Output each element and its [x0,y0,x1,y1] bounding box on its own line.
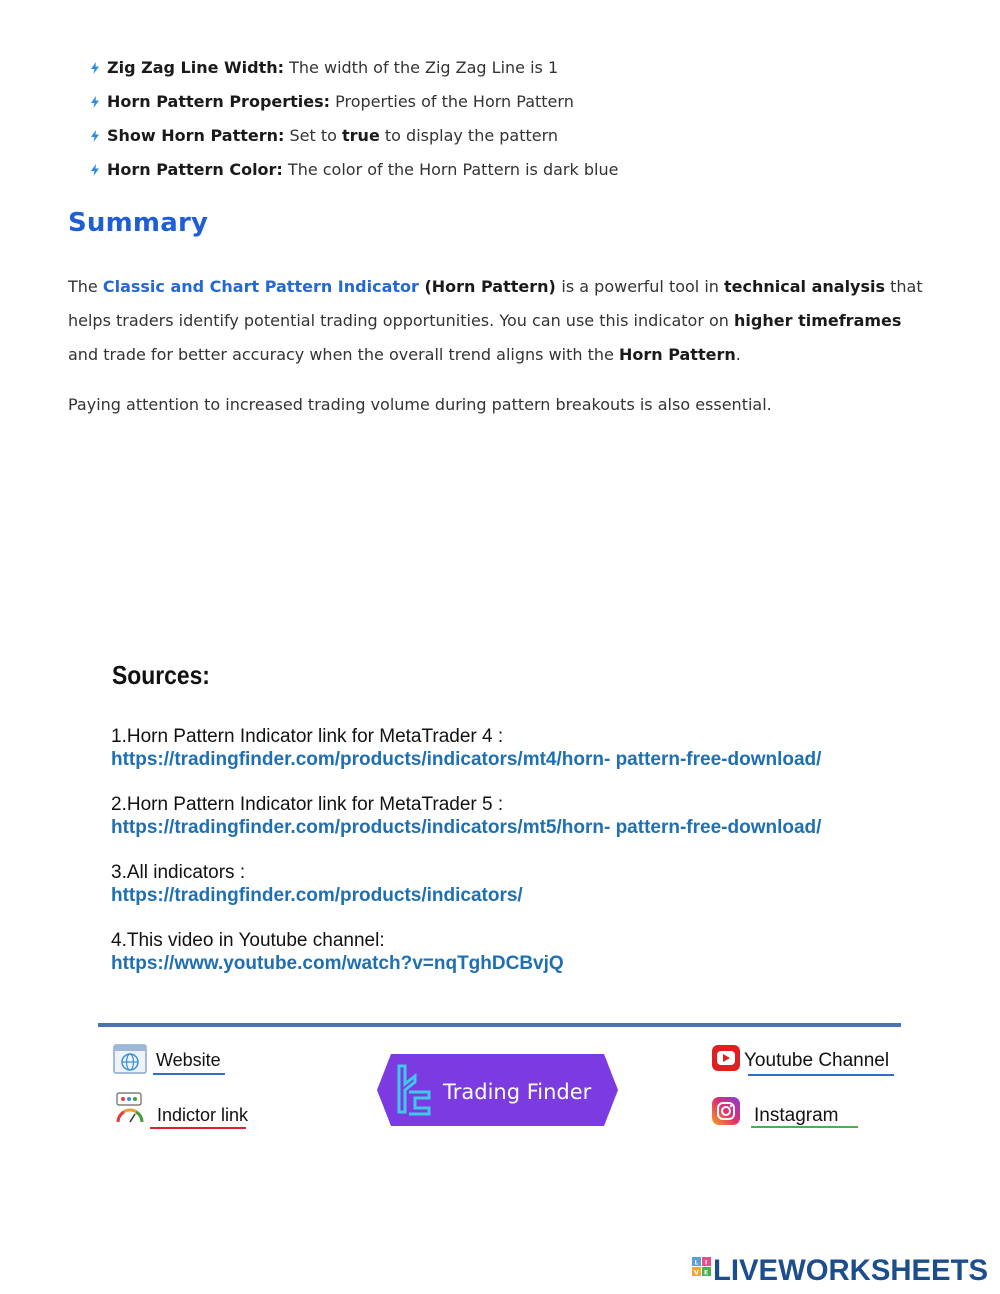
lightning-bullet-icon [90,164,100,176]
source-url-link[interactable]: https://tradingfinder.com/products/indicators/ [111,885,523,906]
bold-text: (Horn Pattern) [418,277,562,296]
source-item [111,725,821,771]
source-label: 3.All indicators : [111,862,246,883]
trading-finder-logo [377,1054,618,1126]
list-item [90,123,970,157]
source-label: 4.This video in Youtube channel: [111,930,385,951]
list-item-label: Horn Pattern Color: [107,160,283,179]
text: and trade for better accuracy when the overall trend aligns with the [68,345,619,364]
list-item [90,55,970,89]
svg-text:L: L [694,1259,699,1267]
list-item-label: Horn Pattern Properties: [107,92,331,111]
list-item-text: to display the pattern [379,126,559,145]
source-item [111,793,821,839]
indicator-link[interactable]: Indictor link [157,1105,249,1125]
lightning-bullet-icon [90,96,100,108]
text: is a powerful tool in [561,277,724,296]
instagram-icon [711,1096,741,1126]
indicator-gauge-icon [114,1092,146,1126]
indicator-underline [150,1127,246,1129]
source-url-link[interactable]: https://www.youtube.com/watch?v=nqTghDCBvjQ [111,953,564,974]
footer-divider [98,1023,901,1027]
instagram-underline [751,1126,858,1128]
youtube-underline [748,1074,894,1076]
youtube-channel-link[interactable]: Youtube Channel [744,1050,890,1071]
list-item-bold: true [342,126,380,145]
bold-text: technical analysis [724,277,886,296]
youtube-icon [711,1044,741,1072]
logo-text: Trading Finder [443,1080,592,1104]
list-item [90,157,970,191]
svg-text:I: I [705,1259,708,1267]
source-url-link[interactable]: https://tradingfinder.com/products/indicators/mt4/horn- pattern-free-download/ [111,749,822,770]
summary-paragraph [68,270,928,372]
source-label: 2.Horn Pattern Indicator link for MetaTrader 5 : [111,794,504,815]
lightning-bullet-icon [90,130,100,142]
text: that helps traders identify potential trading opportunities. You can use this indicator on [68,277,923,330]
summary-paragraph-2: Paying attention to increased trading volume during pattern breakouts is also essential. [68,395,772,414]
website-underline [153,1073,225,1075]
instagram-link[interactable]: Instagram [754,1105,839,1126]
summary-heading: Summary [68,208,209,238]
bold-text: Horn Pattern [618,345,736,364]
sources-heading: Sources: [112,660,210,690]
lightning-bullet-icon [90,62,100,74]
list-item-text: Properties of the Horn Pattern [330,92,574,111]
svg-text:V: V [694,1269,699,1277]
watermark-text: LIVEWORKSHEETS [713,1254,988,1286]
list-item-label: Show Horn Pattern: [107,126,285,145]
list-item [90,89,970,123]
website-link[interactable]: Website [156,1050,221,1070]
source-item [111,861,523,907]
list-item-label: Zig Zag Line Width: [107,58,285,77]
text: . [735,345,741,364]
list-item-text: The color of the Horn Pattern is dark blue [282,160,619,179]
source-item [111,929,564,975]
svg-text:E: E [704,1269,709,1277]
property-list [90,55,970,191]
text: The [68,277,103,296]
source-url-link[interactable]: https://tradingfinder.com/products/indicators/mt5/horn- pattern-free-download/ [111,817,822,838]
list-item-text: The width of the Zig Zag Line is 1 [284,58,559,77]
liveworksheets-watermark [692,1252,992,1286]
website-globe-icon [113,1043,147,1075]
bold-text: higher timeframes [734,311,902,330]
indicator-name-link[interactable]: Classic and Chart Pattern Indicator [102,277,419,296]
list-item-text: Set to [284,126,343,145]
source-label: 1.Horn Pattern Indicator link for MetaTrader 4 : [111,726,504,747]
